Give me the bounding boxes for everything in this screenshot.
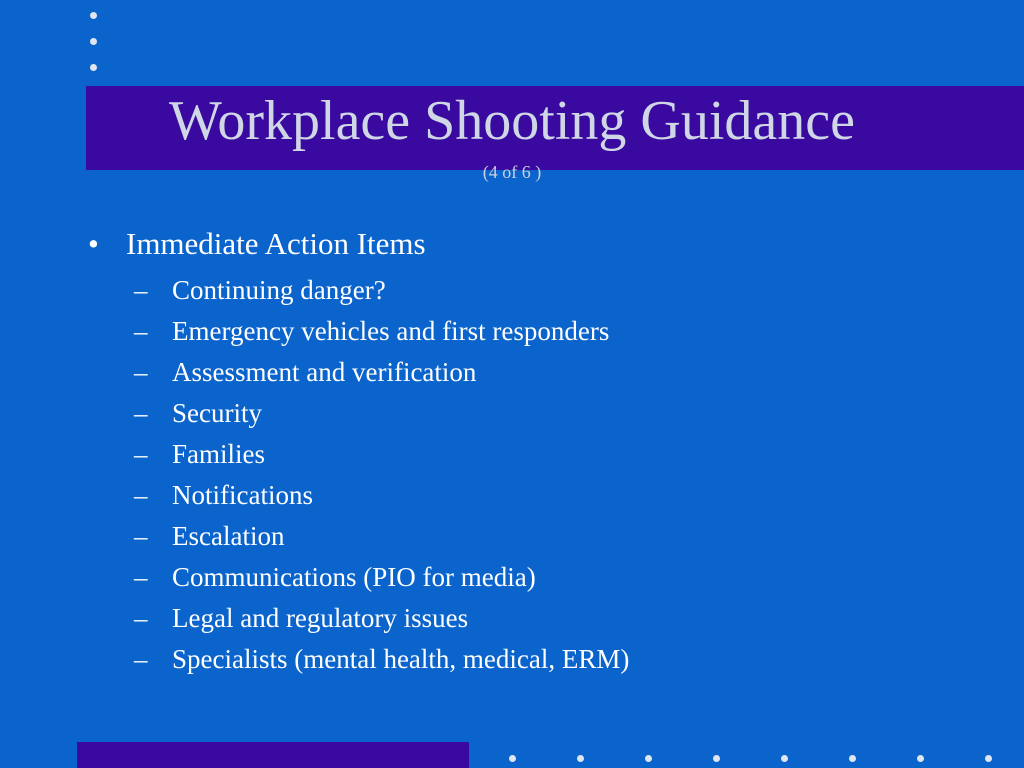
list-item-text: Continuing danger? — [172, 275, 386, 305]
list-item — [134, 393, 988, 434]
slide-content — [88, 222, 988, 680]
slide-subtitle: (4 of 6 ) — [482, 162, 542, 182]
list-item-text: Escalation — [172, 521, 285, 551]
list-item-text: Communications (PIO for media) — [172, 562, 536, 592]
decor-dot — [781, 755, 788, 762]
list-item — [134, 598, 988, 639]
list-item-text: Specialists (mental health, medical, ERM) — [172, 644, 630, 674]
dash-icon: – — [134, 644, 148, 674]
list-item — [134, 516, 988, 557]
list-item-text: Emergency vehicles and first responders — [172, 316, 610, 346]
list-item-text: Assessment and verification — [172, 357, 477, 387]
list-item-text: Security — [172, 398, 262, 428]
decor-dot — [509, 755, 516, 762]
decor-dot — [713, 755, 720, 762]
list-item — [134, 557, 988, 598]
decor-dot — [645, 755, 652, 762]
list-item-text: Families — [172, 439, 265, 469]
bottom-band — [77, 742, 469, 768]
list-item — [134, 352, 988, 393]
list-item — [134, 270, 988, 311]
decor-dot — [985, 755, 992, 762]
dash-icon: – — [134, 480, 148, 510]
dash-icon: – — [134, 521, 148, 551]
list-item — [134, 475, 988, 516]
list-item — [134, 639, 988, 680]
dash-icon: – — [134, 439, 148, 469]
decor-dot — [849, 755, 856, 762]
dash-icon: – — [134, 603, 148, 633]
decor-dot — [577, 755, 584, 762]
dash-icon: – — [134, 357, 148, 387]
dash-icon: – — [134, 562, 148, 592]
list-item — [134, 434, 988, 475]
decor-dot — [90, 38, 97, 45]
list-item — [134, 311, 988, 352]
main-bullet — [88, 222, 988, 266]
slide-title: Workplace Shooting Guidance — [169, 90, 855, 152]
list-item-text: Notifications — [172, 480, 313, 510]
bullet-icon: • — [88, 226, 99, 261]
list-item-text: Legal and regulatory issues — [172, 603, 469, 633]
dash-icon: – — [134, 275, 148, 305]
dash-icon: – — [134, 398, 148, 428]
main-bullet-text: Immediate Action Items — [126, 226, 426, 261]
decor-dot — [90, 12, 97, 19]
dash-icon: – — [134, 316, 148, 346]
decor-dot — [90, 64, 97, 71]
sub-bullet-list — [134, 270, 988, 680]
decor-dot — [917, 755, 924, 762]
